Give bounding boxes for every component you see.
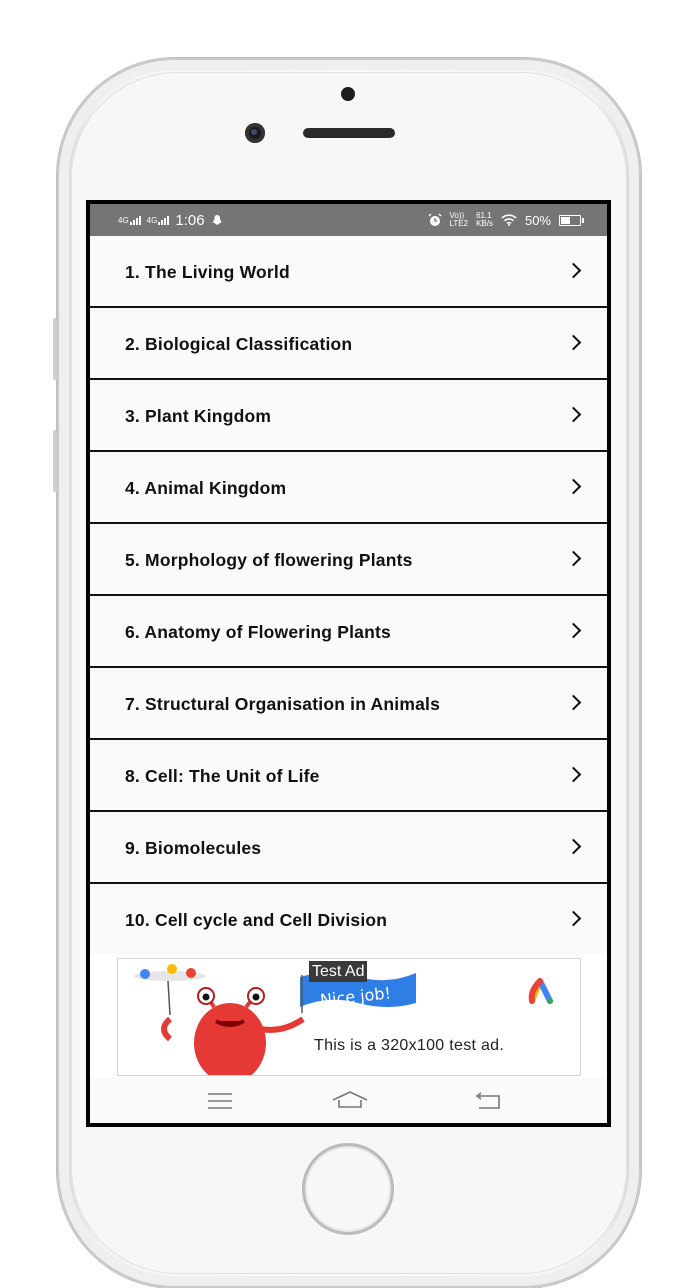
chevron-right-icon [566, 335, 582, 351]
chapter-item[interactable] [90, 452, 607, 524]
home-icon[interactable] [331, 1090, 369, 1110]
alarm-icon [428, 213, 442, 227]
network-label: 4G [118, 216, 129, 225]
side-button [53, 318, 57, 380]
app-screen [90, 204, 607, 1123]
chapter-label: 2. Biological Classification [125, 334, 353, 354]
chapter-label: 8. Cell: The Unit of Life [125, 766, 320, 786]
chapter-label: 3. Plant Kingdom [125, 406, 272, 426]
menu-icon[interactable] [207, 1092, 233, 1110]
side-button [53, 430, 57, 492]
chevron-right-icon [566, 623, 582, 639]
chapter-list [90, 236, 607, 954]
back-icon[interactable] [473, 1092, 501, 1110]
front-camera [245, 123, 265, 143]
lte-label: LTE2 [449, 219, 469, 228]
chevron-right-icon [566, 551, 582, 567]
chapter-item[interactable] [90, 740, 607, 812]
network-2 [147, 215, 170, 225]
chevron-right-icon [566, 695, 582, 711]
chapter-item[interactable] [90, 668, 607, 740]
status-bar [90, 204, 607, 236]
clock: 1:06 [175, 211, 205, 229]
phone-screen [86, 200, 611, 1127]
test-ad-label: Test Ad [309, 961, 367, 982]
chapter-item[interactable] [90, 236, 607, 308]
chapter-label: 10. Cell cycle and Cell Division [125, 910, 388, 930]
network-1 [118, 215, 141, 225]
ad-description: This is a 320x100 test ad. [314, 1037, 505, 1054]
chevron-right-icon [566, 839, 582, 855]
proximity-sensor [341, 87, 355, 101]
signal-icon [158, 215, 169, 225]
speed-indicator [476, 212, 493, 228]
chevron-right-icon [566, 263, 582, 279]
chapter-label: 6. Anatomy of Flowering Plants [125, 622, 391, 642]
network-label: 4G [146, 216, 158, 225]
signal-icon [130, 215, 141, 225]
chapter-item[interactable] [90, 380, 607, 452]
phone-home-button[interactable] [302, 1143, 394, 1235]
chapter-label: 9. Biomolecules [125, 838, 262, 858]
chevron-right-icon [566, 479, 582, 495]
status-left [118, 204, 223, 236]
ad-banner-text: Nice job! [319, 983, 392, 1010]
chevron-right-icon [566, 407, 582, 423]
test-ad-banner[interactable] [117, 958, 581, 1076]
wifi-icon [501, 214, 517, 226]
chapter-label: 7. Structural Organisation in Animals [125, 694, 441, 714]
speed-value: 61.1 [476, 211, 492, 220]
speed-unit: KB/s [476, 219, 493, 228]
ad-illustration [118, 959, 318, 1075]
battery-percent: 50% [524, 212, 551, 228]
snapchat-icon [211, 214, 223, 226]
chevron-right-icon [566, 911, 582, 927]
chapter-label: 4. Animal Kingdom [125, 478, 287, 498]
chapter-item[interactable] [90, 524, 607, 596]
status-right [428, 204, 581, 236]
chapter-item[interactable] [90, 308, 607, 380]
battery-icon [559, 215, 581, 226]
chapter-item[interactable] [90, 596, 607, 668]
volte-label: Vo)) [449, 211, 465, 220]
navigation-bar [90, 1078, 607, 1123]
chapter-item[interactable] [90, 812, 607, 884]
google-ads-icon [520, 975, 560, 1007]
chapter-label: 5. Morphology of flowering Plants [125, 550, 413, 570]
battery-fill [561, 217, 570, 224]
chevron-right-icon [566, 767, 582, 783]
earpiece-speaker [303, 128, 395, 138]
chapter-label: 1. The Living World [125, 262, 290, 282]
volte-indicator [450, 212, 469, 228]
chapter-item[interactable] [90, 884, 607, 954]
